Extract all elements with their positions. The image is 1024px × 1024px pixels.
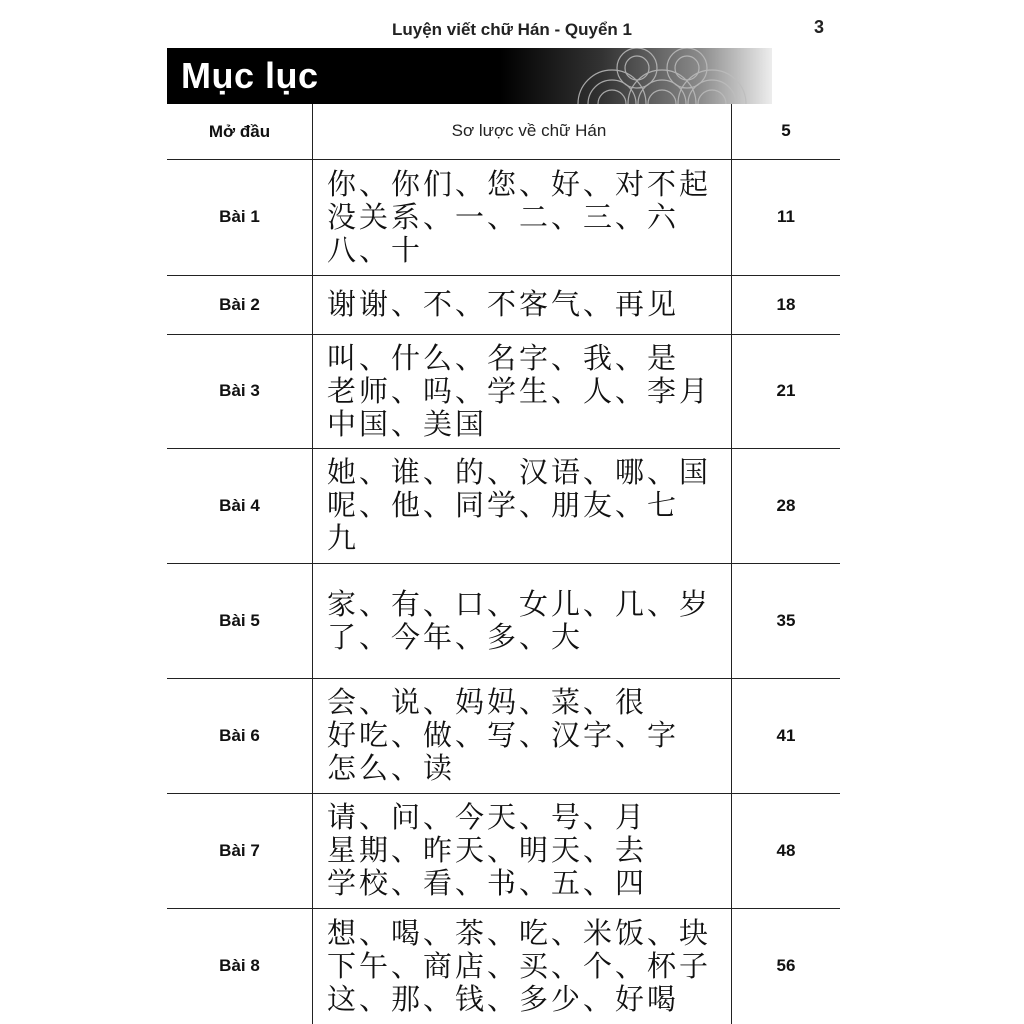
lesson-label: Bài 5 (167, 563, 313, 678)
toc-title-band (167, 48, 772, 104)
content-line: 叫、什么、名字、我、是 (327, 340, 680, 375)
content-line: 怎么、读 (327, 751, 456, 785)
lesson-content (313, 563, 732, 678)
lesson-content (313, 678, 732, 793)
content-line: 老师、吗、学生、人、李月 (327, 373, 712, 408)
content-line: 谢谢、不、不客气、再见 (327, 287, 680, 321)
content-line: 这、那、钱、多少、好喝 (327, 981, 680, 1016)
lesson-label: Bài 6 (167, 678, 313, 793)
content-line: 学校、看、书、五、四 (327, 866, 648, 900)
content-line: 你、你们、您、好、对不起 (327, 166, 712, 201)
lesson-content (313, 159, 732, 275)
toc-row (167, 159, 840, 275)
toc-row (167, 448, 840, 563)
toc-row (167, 908, 840, 1024)
page-ref: 41 (732, 678, 841, 793)
page-number: 3 (814, 17, 825, 37)
toc-row (167, 678, 840, 793)
toc-row (167, 334, 840, 448)
running-head: Luyện viết chữ Hán - Quyển 1 (392, 20, 632, 39)
lesson-content (313, 448, 732, 563)
toc-table (167, 104, 840, 1024)
content-line: 没关系、一、二、三、六 (327, 199, 680, 234)
content-line: 好吃、做、写、汉字、字 (327, 718, 680, 752)
lesson-label: Bài 3 (167, 334, 313, 448)
lesson-label: Bài 8 (167, 908, 313, 1024)
page-ref: 11 (732, 159, 841, 275)
toc-row (167, 275, 840, 334)
content-line: 下午、商店、买、个、杯子 (327, 948, 712, 983)
content-line: 中国、美国 (327, 406, 488, 441)
toc-row (167, 104, 840, 159)
content-line: 星期、昨天、明天、去 (327, 833, 648, 867)
lesson-content (313, 908, 732, 1024)
toc-row (167, 563, 840, 678)
page-ref: 21 (732, 334, 841, 448)
lesson-label: Mở đầu (208, 122, 271, 141)
page-ref: 18 (732, 275, 841, 334)
content-line: 家、有、口、女儿、几、岁 (327, 586, 712, 621)
page-ref: 48 (732, 793, 841, 908)
content-line: 九 (327, 521, 360, 555)
lesson-content (313, 334, 732, 448)
content-line: 她、谁、的、汉语、哪、国 (327, 455, 712, 489)
lesson-label: Bài 1 (167, 159, 313, 275)
content-line: 想、喝、茶、吃、米饭、块 (327, 915, 712, 950)
page-ref: 56 (732, 908, 841, 1024)
content-line: 请、问、今天、号、月 (327, 800, 648, 834)
page-ref: 35 (732, 563, 841, 678)
toc-row (167, 793, 840, 908)
content-line: 会、说、妈妈、菜、很 (327, 685, 648, 719)
lesson-label: Bài 2 (167, 275, 313, 334)
page-ref: 5 (781, 121, 791, 141)
lesson-content (313, 275, 732, 334)
lesson-label: Bài 4 (167, 448, 313, 563)
lesson-content (313, 793, 732, 908)
wave-pattern-decoration (572, 48, 772, 104)
page-ref: 28 (732, 448, 841, 563)
lesson-content (313, 104, 732, 159)
content-line: Sơ lược về chữ Hán (451, 121, 607, 141)
content-line: 呢、他、同学、朋友、七 (327, 488, 680, 522)
content-line: 八、十 (327, 232, 424, 267)
toc-title: Mục lục (181, 55, 319, 96)
content-line: 了、今年、多、大 (327, 619, 584, 654)
lesson-label: Bài 7 (167, 793, 313, 908)
